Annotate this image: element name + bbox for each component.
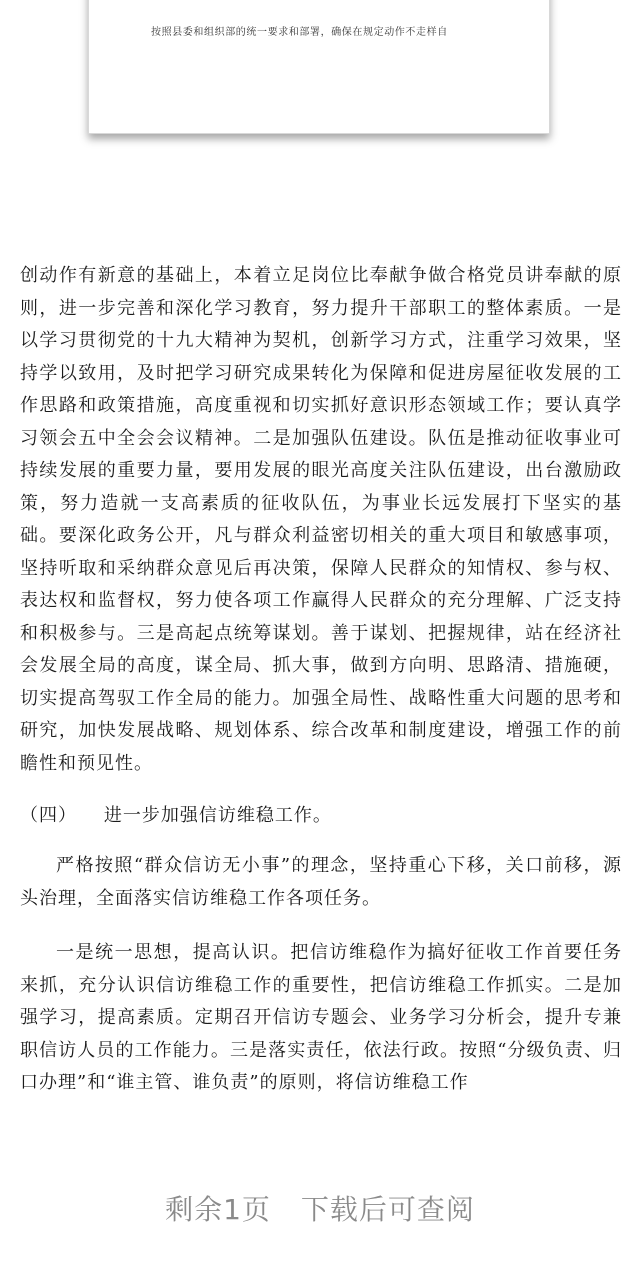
body-paragraph-petition-measures: 一是统一思想，提高认识。把信访维稳作为搞好征收工作首要任务来抓，充分认识信访维稳工作的重要性，把信访维稳工作抓实。二是加强学习，提高素质。定期召开信访专题会、业务学习分析会，提升专兼职信访人员的工作能力。三是落实责任，依法行政。按照“分级负责、归口办理”和“谁主管、谁负责”的原则，将信访维稳工作 bbox=[20, 942, 622, 1093]
cropped-text-line bbox=[139, 0, 499, 1]
document-body bbox=[20, 260, 622, 1100]
page-preview-card bbox=[88, 0, 550, 134]
body-paragraph-petition-intro: 严格按照“群众信访无小事”的理念，坚持重心下移，关口前移，源头治理，全面落实信访维稳工作各项任务。 bbox=[20, 855, 622, 909]
download-prompt-banner[interactable] bbox=[0, 1188, 640, 1228]
section-heading-4: （四） 进一步加强信访维稳工作。 bbox=[20, 805, 332, 826]
remaining-pages-label: 剩余1页 bbox=[165, 1193, 271, 1226]
body-paragraph-continuation: 创动作有新意的基础上，本着立足岗位比奉献争做合格党员讲奉献的原则，进一步完善和深化学习教育，努力提升干部职工的整体素质。一是以学习贯彻党的十九大精神为契机，创新学习方式，注重学习效果，坚持学以致用，及时把学习研究成果转化为保障和促进房屋征收发展的工作思路和政策措施，高度重视和切实抓好意识形态领域工作；要认真学习领会五中全会会议精神。二是加强队伍建设。队伍是推动征收事业可持续发展的重要力量，要用发展的眼光高度关注队伍建设，出台激励政策，努力造就一支高素质的征收队伍，为事业长远发展打下坚实的基础。要深化政务公开，凡与群众利益密切相关的重大项目和敏感事项，坚持听取和采纳群众意见后再决策，保障人民群众的知情权、参与权、表达权和监督权，努力使各项工作赢得人民群众的充分理解、广泛支持和积极参与。三是高起点统筹谋划。善于谋划、把握规律，站在经济社会发展全局的高度，谋全局、抓大事，做到方向明、思路清、措施硬，切实提高驾驭工作全局的能力。加强全局性、战略性重大问题的思考和研究，加快发展战略、规划体系、综合改革和制度建设，增强工作的前瞻性和预见性。 bbox=[20, 265, 622, 774]
download-hint-label: 下载后可查阅 bbox=[300, 1193, 475, 1226]
preview-caption: 按照县委和组织部的统一要求和部署，确保在规定动作不走样自 bbox=[151, 27, 448, 38]
